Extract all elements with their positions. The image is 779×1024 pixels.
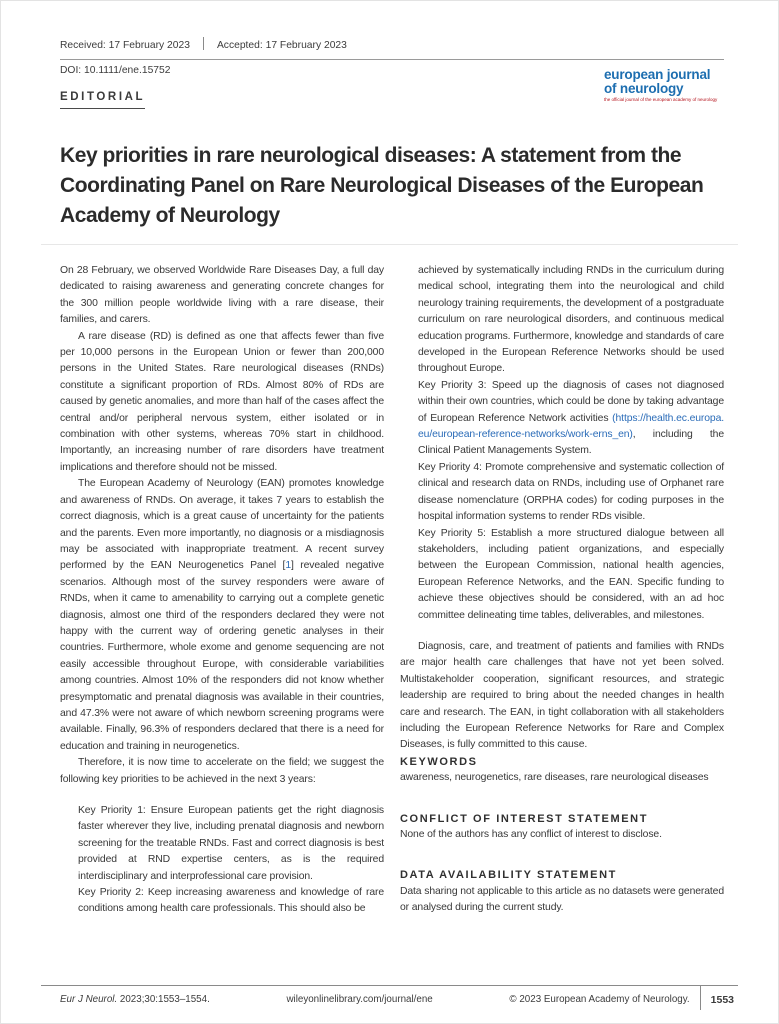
title-divider (41, 244, 738, 245)
journal-abbrev: Eur J Neurol. (60, 994, 118, 1005)
footer-divider (700, 985, 701, 1010)
received-accepted-row (60, 37, 724, 60)
paragraph-therefore: Therefore, it is now time to accelerate on the field; we suggest the following key priorities to be achieved in the next 3 years: (60, 757, 384, 785)
paragraph-text: ] revealed negative scenarios. Although most of the survey responders were aware of RNDs, when it came to amenability to carrying out a complete genetic diagnosis, almost one third of the responders declared they were not happy with the current way of ordering genetic analyses in their countries. Furthermore, whole exome and genome sequencing are not easily accessible throughout Europe, with considerable variabilities among countries. Almost 10% of the responders did not know whether presymptomatic and prenatal diagnosis was available in their countries, and 47.3% were not aware of which newborn screening programs were available. Finally, 96.3% of responders declared that there is a need for education and training in neurogenetics. (60, 560, 384, 752)
journal-logo-line2: of neurology (604, 80, 684, 96)
article-title: Key priorities in rare neurological diseases: A statement from the Coordinating Panel on Rare Neurological Diseases of the European Academy of Neurology (60, 144, 704, 227)
ern-activities-link[interactable]: (https://health.ec.europa.eu/european-reference-networks/work-erns_en) (418, 412, 724, 441)
key-priority-3 (418, 378, 724, 460)
key-priority-4: Key Priority 4: Promote comprehensive and systematic collection of clinical and research data on RNDs, including use of Orphanet rare disease nomenclature (ORPHA codes) for coding purposes in the hospital information systems to render RDs visible. (418, 461, 724, 523)
journal-logo-line1: european journal (604, 67, 711, 82)
paragraph-ean-survey (60, 476, 384, 755)
keywords-text: awareness, neurogenetics, rare diseases, rare neurological diseases (400, 772, 709, 784)
page-number: 1553 (710, 994, 734, 1006)
paragraph-rare-disease-definition: A rare disease (RD) is defined as one that affects fewer than five per 10,000 persons in the European Union or fewer than 200,000 persons in the United States. Rare neurological diseases (RNDs) constitute a significant proportion of RDs. Almost 80% of RDs are caused by genetic anomalies, and more than half of the cases affect the central and/or peripheral nervous system, either isolated or in combination with other systems, whereas 70% start in childhood. Importantly, an increasing number of rare disorders have treatment implications and therefore should not be missed. (60, 330, 384, 473)
key-priority-2: Key Priority 2: Keep increasing awareness and knowledge of rare conditions among health care professionals. This should also be (78, 887, 384, 915)
citation-pages: 2023;30:1553–1554. (117, 994, 210, 1005)
footer-url: wileyonlinelibrary.com/journal/ene (286, 994, 433, 1005)
key-priority-1: Key Priority 1: Ensure European patients get the right diagnosis faster wherever they live, including prenatal diagnosis and newborn screening for the treatable RNDs. Fast and correct diagnosis is best provided at RND expertise centers, as is the required interdisciplinary and interprofessional care provision. (78, 805, 384, 882)
doi-text: DOI: 10.1111/ene.15752 (60, 65, 171, 76)
key-priority-5: Key Priority 5: Establish a more structured dialogue between all stakeholders, including patient organizations, and especially between the European Commission, national health agencies, European Reference Networks, and the EAN. Specific funding to achieve these objectives should be considered, with an ad hoc committee delineating time tables, deliverables, and milestones. (418, 527, 724, 621)
journal-logo (604, 68, 722, 103)
accepted-date: Accepted: 17 February 2023 (216, 40, 347, 51)
left-column (60, 263, 384, 918)
keywords-heading: KEYWORDS (400, 755, 478, 768)
data-availability-heading: DATA AVAILABILITY STATEMENT (400, 869, 617, 882)
key-priorities-block-left (60, 803, 384, 918)
article-body (60, 263, 724, 918)
key-priority-2-continued: achieved by systematically including RNDs in the curriculum during medical school, integrating them into the neurological and child neurology training requirements, the development of a postgraduate curriculum on rare neurological disorders, and continuous medical education programs. Furthermore, knowledge and standards of care developed in the European Reference Networks should be used throughout Europe. (418, 265, 724, 375)
copyright-text: © 2023 European Academy of Neurology. (509, 994, 690, 1005)
paragraph-closing: Diagnosis, care, and treatment of patients and families with RNDs are major health care challenges that have not yet been solved. Multistakeholder cooperation, significant resources, and strategic leadership are required to bring about the needed changes in health care and research. The EAN, in tight collaboration with all stakeholders including the European Reference Networks for Rare and Complex Diseases, is fully committed to this cause. (400, 640, 724, 751)
key-priorities-block-right (400, 263, 724, 624)
journal-logo-tagline: the official journal of the european academy of neurology (604, 97, 718, 102)
conflict-of-interest-text: None of the authors has any conflict of interest to disclose. (400, 829, 662, 840)
journal-citation (60, 994, 210, 1005)
right-column (400, 263, 724, 918)
paragraph-text: Key Priority 3: Speed up the diagnosis of cases not diagnosed within their own countries, which could be done by taking advantage of European Reference Network activities (418, 379, 724, 424)
meta-divider (203, 37, 204, 50)
received-date: Received: 17 February 2023 (60, 40, 190, 51)
paragraph-intro: On 28 February, we observed Worldwide Rare Diseases Day, a full day dedicated to raising awareness and generating concrete changes for the 300 million people worldwide living with a rare disease, their families, and carers. (60, 265, 384, 326)
article-type-label: EDITORIAL (60, 91, 145, 109)
paragraph-text: , including the Clinical Patient Managements System. (418, 429, 724, 457)
conflict-of-interest-heading: CONFLICT OF INTEREST STATEMENT (400, 812, 649, 825)
data-availability-text: Data sharing not applicable to this article as no datasets were generated or analysed during the current study. (400, 885, 724, 914)
citation-ref-1[interactable]: 1 (285, 560, 291, 572)
paragraph-text: The European Academy of Neurology (EAN) promotes knowledge and awareness of RNDs. On average, it takes 7 years to establish the correct diagnosis, which is a great cause of uncertainty for the patients and the parents. Even more importantly, no diagnosis or a misdiagnosis may be associated with inappropriate treatment. A recent survey performed by the EAN Neurogenetics Panel [ (60, 478, 384, 572)
page-footer (41, 985, 738, 1010)
